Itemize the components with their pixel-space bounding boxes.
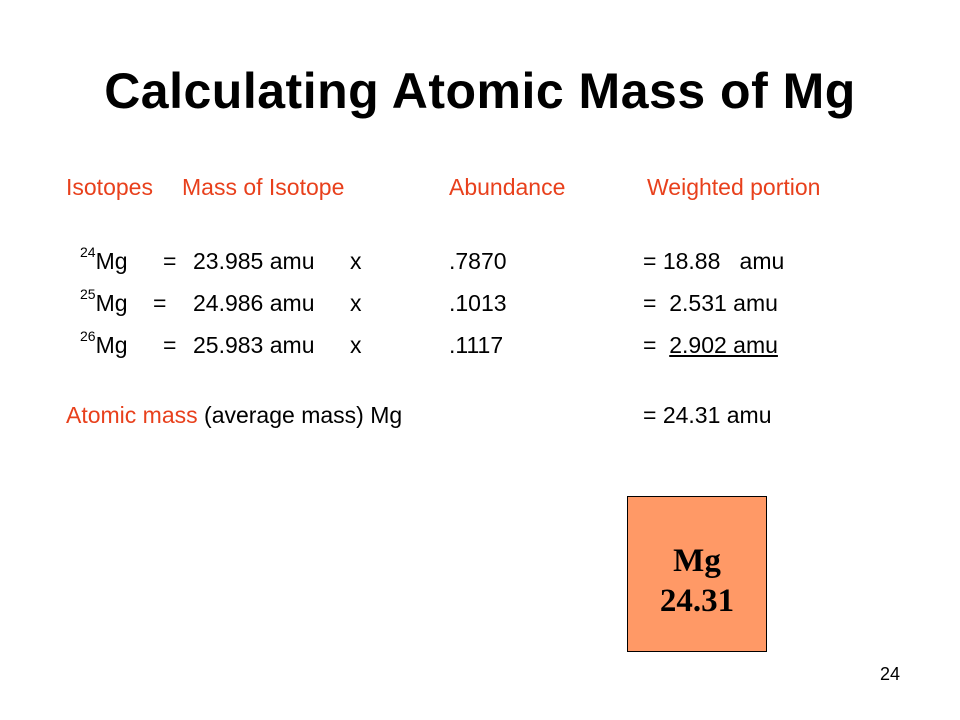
equals-sign: =: [153, 290, 167, 316]
weighted-value: [643, 290, 778, 317]
element-tile-symbol: Mg: [673, 543, 721, 579]
weighted-prefix: =: [643, 332, 670, 358]
isotope-mass: 25.983 amu: [193, 332, 315, 358]
weighted-value: [643, 332, 778, 359]
weighted-prefix: =: [643, 290, 670, 316]
page-number: 24: [880, 664, 901, 684]
times-sign: x: [350, 290, 362, 316]
header-abundance: Abundance: [449, 174, 566, 200]
isotope-symbol: [80, 286, 128, 317]
isotope-symbol: [80, 244, 128, 275]
mass-number: 24: [80, 244, 96, 260]
mass-number: 25: [80, 286, 96, 302]
element-tile: [627, 496, 767, 652]
header-isotopes: Isotopes: [66, 174, 153, 200]
element-symbol: Mg: [95, 332, 128, 358]
isotope-mass: 24.986 amu: [193, 290, 315, 316]
summary-value: = 24.31 amu: [643, 402, 772, 428]
weighted-number: 2.902 amu: [669, 332, 778, 358]
abundance-value: .1117: [449, 332, 504, 358]
abundance-value: .1013: [449, 290, 507, 316]
header-weighted: Weighted portion: [647, 174, 821, 200]
times-sign: x: [350, 248, 362, 274]
element-symbol: Mg: [95, 290, 128, 316]
equals-sign: =: [163, 332, 177, 358]
summary-label: [66, 402, 402, 429]
abundance-value: .7870: [449, 248, 507, 274]
weighted-number: 2.531 amu: [669, 290, 778, 316]
equals-sign: =: [163, 248, 177, 274]
slide-title: Calculating Atomic Mass of Mg: [104, 63, 856, 119]
element-symbol: Mg: [95, 248, 128, 274]
summary-label-rest: (average mass) Mg: [197, 402, 403, 428]
weighted-value: = 18.88 amu: [643, 248, 785, 274]
summary-label-highlight: Atomic mass: [66, 402, 198, 428]
isotope-mass: 23.985 amu: [193, 248, 315, 274]
times-sign: x: [350, 332, 362, 358]
isotope-symbol: [80, 328, 128, 359]
mass-number: 26: [80, 328, 96, 344]
element-tile-mass: 24.31: [659, 583, 735, 619]
header-mass: Mass of Isotope: [182, 174, 345, 200]
